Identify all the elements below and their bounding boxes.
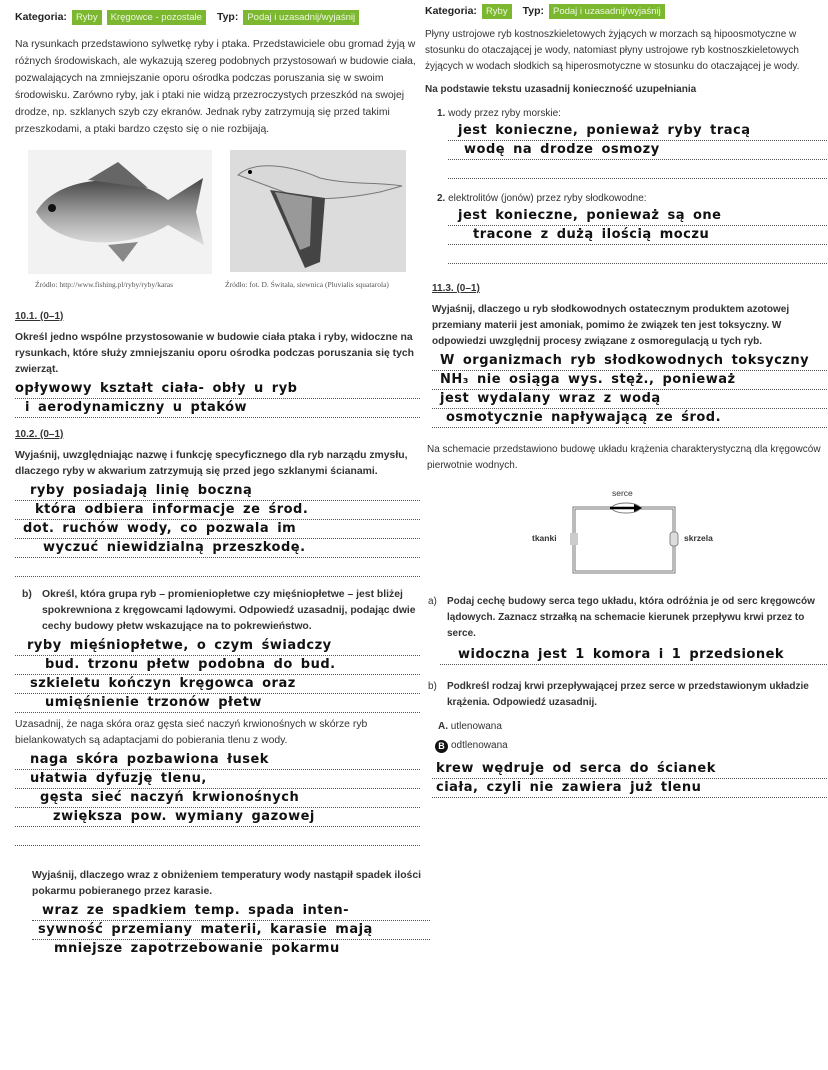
intro-text: Na rysunkach przedstawiono sylwetkę ryby i ptaka. Przedstawiciele obu gromad żyją w różnych środowiskach, ale wykazują szereg podobnych przystosowań w budowie ciała, pozwalających na zmniejszanie oporu ośrodka podczas poruszania się w swoim środowisku. Zarówno ryby, jak i ptaki nie widzą przezroczystych przeszkód na swojej drodze, np. szklanych szyb czy ekranów. Jednak ryby zatrzymują się przed takimi przeszkodami, a ptaki bardzo często się o nie rozbijają.	[15, 39, 416, 135]
question-a	[428, 594, 827, 642]
question-marker: a)	[428, 596, 437, 607]
answer-line[interactable]: i aerodynamiczny u ptaków	[15, 399, 420, 418]
answer-line[interactable]: zwiększa pow. wymiany gazowej	[15, 808, 420, 827]
category-tag[interactable]: Kręgowce - pozostałe	[107, 10, 206, 25]
type-label: Typ:	[522, 5, 544, 17]
answer-line[interactable]: naga skóra pozbawiona łusek	[15, 751, 420, 770]
answer-line[interactable]: wyczuć niewidzialną przeszkodę.	[15, 539, 420, 558]
captions-row	[15, 280, 420, 290]
answer-line[interactable]: jest konieczne, ponieważ ryby tracą	[448, 122, 827, 141]
option-text: utlenowana	[450, 721, 502, 732]
fish-image	[28, 150, 212, 274]
item-text: elektrolitów (jonów) przez ryby słodkowodne:	[448, 193, 647, 204]
prompt-text: Na podstawie tekstu uzasadnij konieczność uzupełniania	[425, 84, 697, 95]
answer-line[interactable]: gęsta sieć naczyń krwionośnych	[15, 789, 420, 808]
option-b-selected[interactable]	[435, 738, 827, 754]
answer-line[interactable]: ułatwia dyfuzję tlenu,	[15, 770, 420, 789]
answer-line[interactable]: umięśnienie trzonów płetw	[15, 694, 420, 713]
item-number: 1.	[437, 108, 446, 119]
answer-line[interactable]: mniejsze zapotrzebowanie pokarmu	[54, 941, 340, 956]
question-text: Podaj cechę budowy serca tego układu, która odróżnia je od serc kręgowców lądowych. Zaznacz strzałką na schemacie kierunek przepływu krwi przez to serce.	[447, 596, 815, 639]
right-column	[425, 2, 827, 798]
bird-image	[230, 150, 406, 272]
category-label: Kategoria:	[425, 5, 477, 17]
question-number: 11.3. (0–1)	[432, 283, 480, 294]
category-header-right	[425, 2, 827, 20]
question-text: Podkreśl rodzaj krwi przepływającej przez serce w przedstawionym układzie krążenia. Odpowiedź uzasadnij.	[447, 681, 809, 708]
answer-line[interactable]: sywność przemiany materii, karasie mają	[32, 921, 430, 940]
circulation-diagram[interactable]	[530, 488, 750, 580]
answer-line[interactable]: krew wędruje od serca do ścianek	[432, 760, 827, 779]
question-marker: b)	[22, 589, 32, 600]
question-text: Wyjaśnij, dlaczego u ryb słodkowodnych ostatecznym produktem azotowej przemiany materii jest amoniak, pomimo że związek ten jest toksyczny. W odpowiedzi uwzględnij procesy związane z osmoregulacją u tych ryb.	[432, 304, 790, 347]
answer-line[interactable]: widoczna jest 1 komora i 1 przedsionek	[440, 646, 827, 665]
answer-line[interactable]: ryby posiadają linię boczną	[15, 482, 420, 501]
category-header-left	[15, 8, 420, 26]
answer-line[interactable]: jest wydalany wraz z wodą	[432, 390, 827, 409]
item	[437, 191, 827, 207]
answer-line[interactable]: wodę na drodze osmozy	[448, 141, 827, 160]
question-text: Wyjaśnij, dlaczego wraz z obniżeniem temperatury wody nastąpił spadek ilości pokarmu pobieranego przez karasie.	[32, 870, 421, 897]
left-column	[15, 8, 420, 959]
category-tag[interactable]: Ryby	[482, 4, 512, 19]
question-text: Wyjaśnij, uwzględniając nazwę i funkcję specyficznego dla ryb narządu zmysłu, dlaczego ryby w akwarium zatrzymują się przed jego szklanymi ścianami.	[15, 450, 408, 477]
circled-answer-icon: B	[435, 740, 448, 753]
tissues-label: tkanki	[532, 533, 557, 543]
items-list	[437, 106, 827, 264]
answer-line[interactable]: która odbiera informacje ze środ.	[15, 501, 420, 520]
answer-line[interactable]: jest konieczne, ponieważ są one	[448, 207, 827, 226]
answer-line[interactable]: ciała, czyli nie zawiera już tlenu	[432, 779, 827, 798]
question-text: Określ, która grupa ryb – promieniopłetwe czy mięśniopłetwe – jest bliżej spokrewniona z kręgowcami lądowymi. Odpowiedź uzasadnij, podając dwie cechy budowy płetw wskazujące na to pokrewieństwo.	[42, 589, 416, 632]
images-row	[15, 150, 420, 274]
type-label: Typ:	[216, 11, 239, 23]
answer-line[interactable]	[15, 827, 420, 846]
option-letter: A.	[438, 721, 448, 732]
heart-label: serce	[612, 488, 633, 498]
question-text: Określ jedno wspólne przystosowanie w budowie ciała ptaka i ryby, widoczne na rysunkach, które służy zmniejszaniu oporu ośrodka podczas poruszania się tych zwierząt.	[15, 332, 414, 375]
answer-line[interactable]: wraz ze spadkiem temp. spada inten-	[32, 902, 430, 921]
option-text: odtlenowana	[451, 740, 508, 751]
question-number: 10.1. (0–1)	[15, 311, 64, 322]
answer-line[interactable]: tracone z dużą ilością moczu	[448, 226, 827, 245]
type-tag[interactable]: Podaj i uzasadnij/wyjaśnij	[243, 10, 359, 25]
answer-line[interactable]: bud. trzonu płetw podobna do bud.	[15, 656, 420, 675]
intro-text: Płyny ustrojowe ryb kostnoszkieletowych żyjących w morzach są hipoosmotyczne w stosunku do otaczającej je wody, natomiast płyny ustrojowe ryb kostnoszkieletowych żyjących w wodach słodkich są hiperosmotyczne w stosunku do otaczającej je wody.	[425, 29, 800, 72]
answer-line[interactable]: szkieletu kończyn kręgowca oraz	[15, 675, 420, 694]
question-temperature	[32, 868, 430, 959]
answer-line[interactable]: ryby mięśniopłetwe, o czym świadczy	[15, 637, 420, 656]
item-number: 2.	[437, 193, 446, 204]
type-tag[interactable]: Podaj i uzasadnij/wyjaśnij	[549, 4, 665, 19]
answer-line[interactable]	[448, 245, 827, 264]
option-a[interactable]	[438, 719, 827, 735]
answer-line[interactable]	[448, 160, 827, 179]
answer-line[interactable]: opływowy kształt ciała- obły u ryb	[15, 380, 420, 399]
fish-caption: Źródło: http://www.fishing.pl/ryby/ryby/karas	[35, 280, 174, 289]
question-11-3	[432, 264, 827, 428]
scheme-text: Na schemacie przedstawiono budowę układu krążenia charakterystyczną dla kręgowców pierwotnie wodnych.	[427, 444, 821, 471]
answer-line[interactable]: NH₃ nie osiąga wys. stęż., ponieważ	[432, 371, 827, 390]
item	[437, 106, 827, 122]
question-text: Uzasadnij, że naga skóra oraz gęsta sieć naczyń krwionośnych w skórze ryb bielankowatych są adaptacjami do pobierania tlenu z wody.	[15, 719, 368, 746]
answer-line-empty[interactable]	[15, 558, 420, 577]
item-text: wody przez ryby morskie:	[448, 108, 561, 119]
question-marker: b)	[428, 681, 437, 692]
question-b	[15, 587, 420, 635]
question-b-right	[428, 679, 827, 711]
answer-line[interactable]: W organizmach ryb słodkowodnych toksyczny	[432, 352, 827, 371]
gills-label: skrzela	[684, 533, 713, 543]
bird-caption: Źródło: fot. D. Świtała, siewnica (Pluvialis squatarola)	[225, 280, 389, 289]
question-number: 10.2. (0–1)	[15, 429, 64, 440]
answer-line[interactable]: dot. ruchów wody, co pozwala im	[15, 520, 420, 539]
category-label: Kategoria:	[15, 11, 67, 23]
answer-line[interactable]: osmotycznie napływającą ze środ.	[432, 409, 827, 428]
category-tag[interactable]: Ryby	[72, 10, 102, 25]
